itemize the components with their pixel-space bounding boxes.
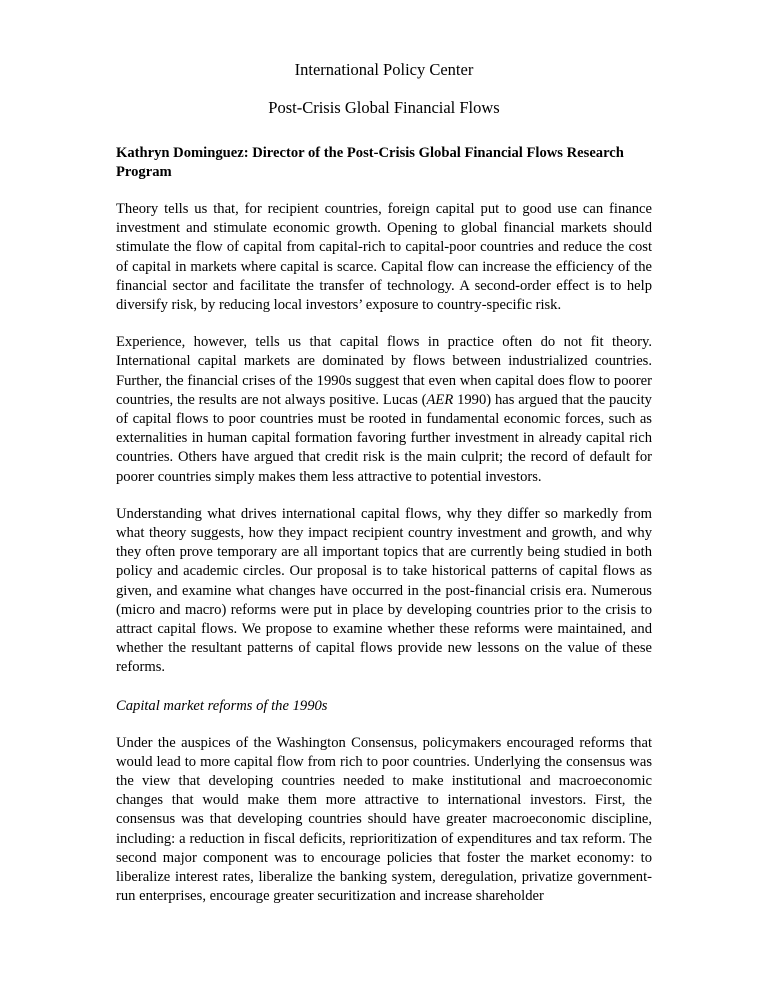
paragraph-experience-text-1: Experience, however, tells us that capital flows in practice often do not fit theory. International capital markets are dominated by flows between industrialized countries. Further, the financial crises of the 1990s suggest that even when capital does flow to poorer countries, the results are not always positive. Lucas (: [116, 334, 652, 408]
paragraph-theory: Theory tells us that, for recipient countries, foreign capital put to good use can finance investment and stimulate economic growth. Opening to global financial markets should stimulate the flow of capital from capital-rich to capital-poor countries and reduce the cost of capital in markets where capital is scarce. Capital flow can increase the efficiency of the financial sector and facilitate the transfer of technology. A second-order effect is to help diversify risk, by reducing local investors’ exposure to country-specific risk.: [116, 201, 652, 314]
section-subheading: Capital market reforms of the 1990s: [116, 697, 328, 714]
paragraph-experience: [116, 333, 652, 487]
journal-citation: AER: [426, 391, 454, 408]
paragraph-proposal: Understanding what drives international capital flows, why they differ so markedly from what theory suggests, how they impact recipient country investment and growth, and why they often prove temporary are all important topics that are currently being studied in both policy and academic circles. Our proposal is to take historical patterns of capital flows as given, and examine what changes have occurred in the post-financial crisis era. Numerous (micro and macro) reforms were put in place by developing countries prior to the crisis to attract capital flows. We propose to examine whether these reforms were maintained, and whether the resultant patterns of capital flows provide new lessons on the value of these reforms.: [116, 505, 652, 676]
paragraph-reforms: Under the auspices of the Washington Consensus, policymakers encouraged reforms that would lead to more capital flow from rich to poor countries. Underlying the consensus was the view that developing countries needed to make institutional and macroeconomic changes that would make them more attractive to international investors. First, the consensus was that developing countries should have greater macroeconomic discipline, including: a reduction in fiscal deficits, reprioritization of expenditures and tax reform. The second major component was to encourage policies that foster the market economy: to liberalize interest rates, liberalize the banking system, deregulation, privatize government-run enterprises, encourage greater securitization and increase shareholder: [116, 734, 652, 905]
author-heading: Kathryn Dominguez: Director of the Post-Crisis Global Financial Flows Research Program: [116, 145, 624, 180]
document-title: Post-Crisis Global Financial Flows: [268, 98, 500, 117]
paragraph-experience-text-2: 1990) has argued that the paucity of capital flows to poor countries must be rooted in fundamental economic forces, such as externalities in human capital formation favoring further investment in already capital rich countries. Others have argued that credit risk is the main culprit; the record of default for poorer countries simply makes them less attractive to potential investors.: [116, 391, 652, 485]
organization-name: International Policy Center: [294, 60, 474, 79]
